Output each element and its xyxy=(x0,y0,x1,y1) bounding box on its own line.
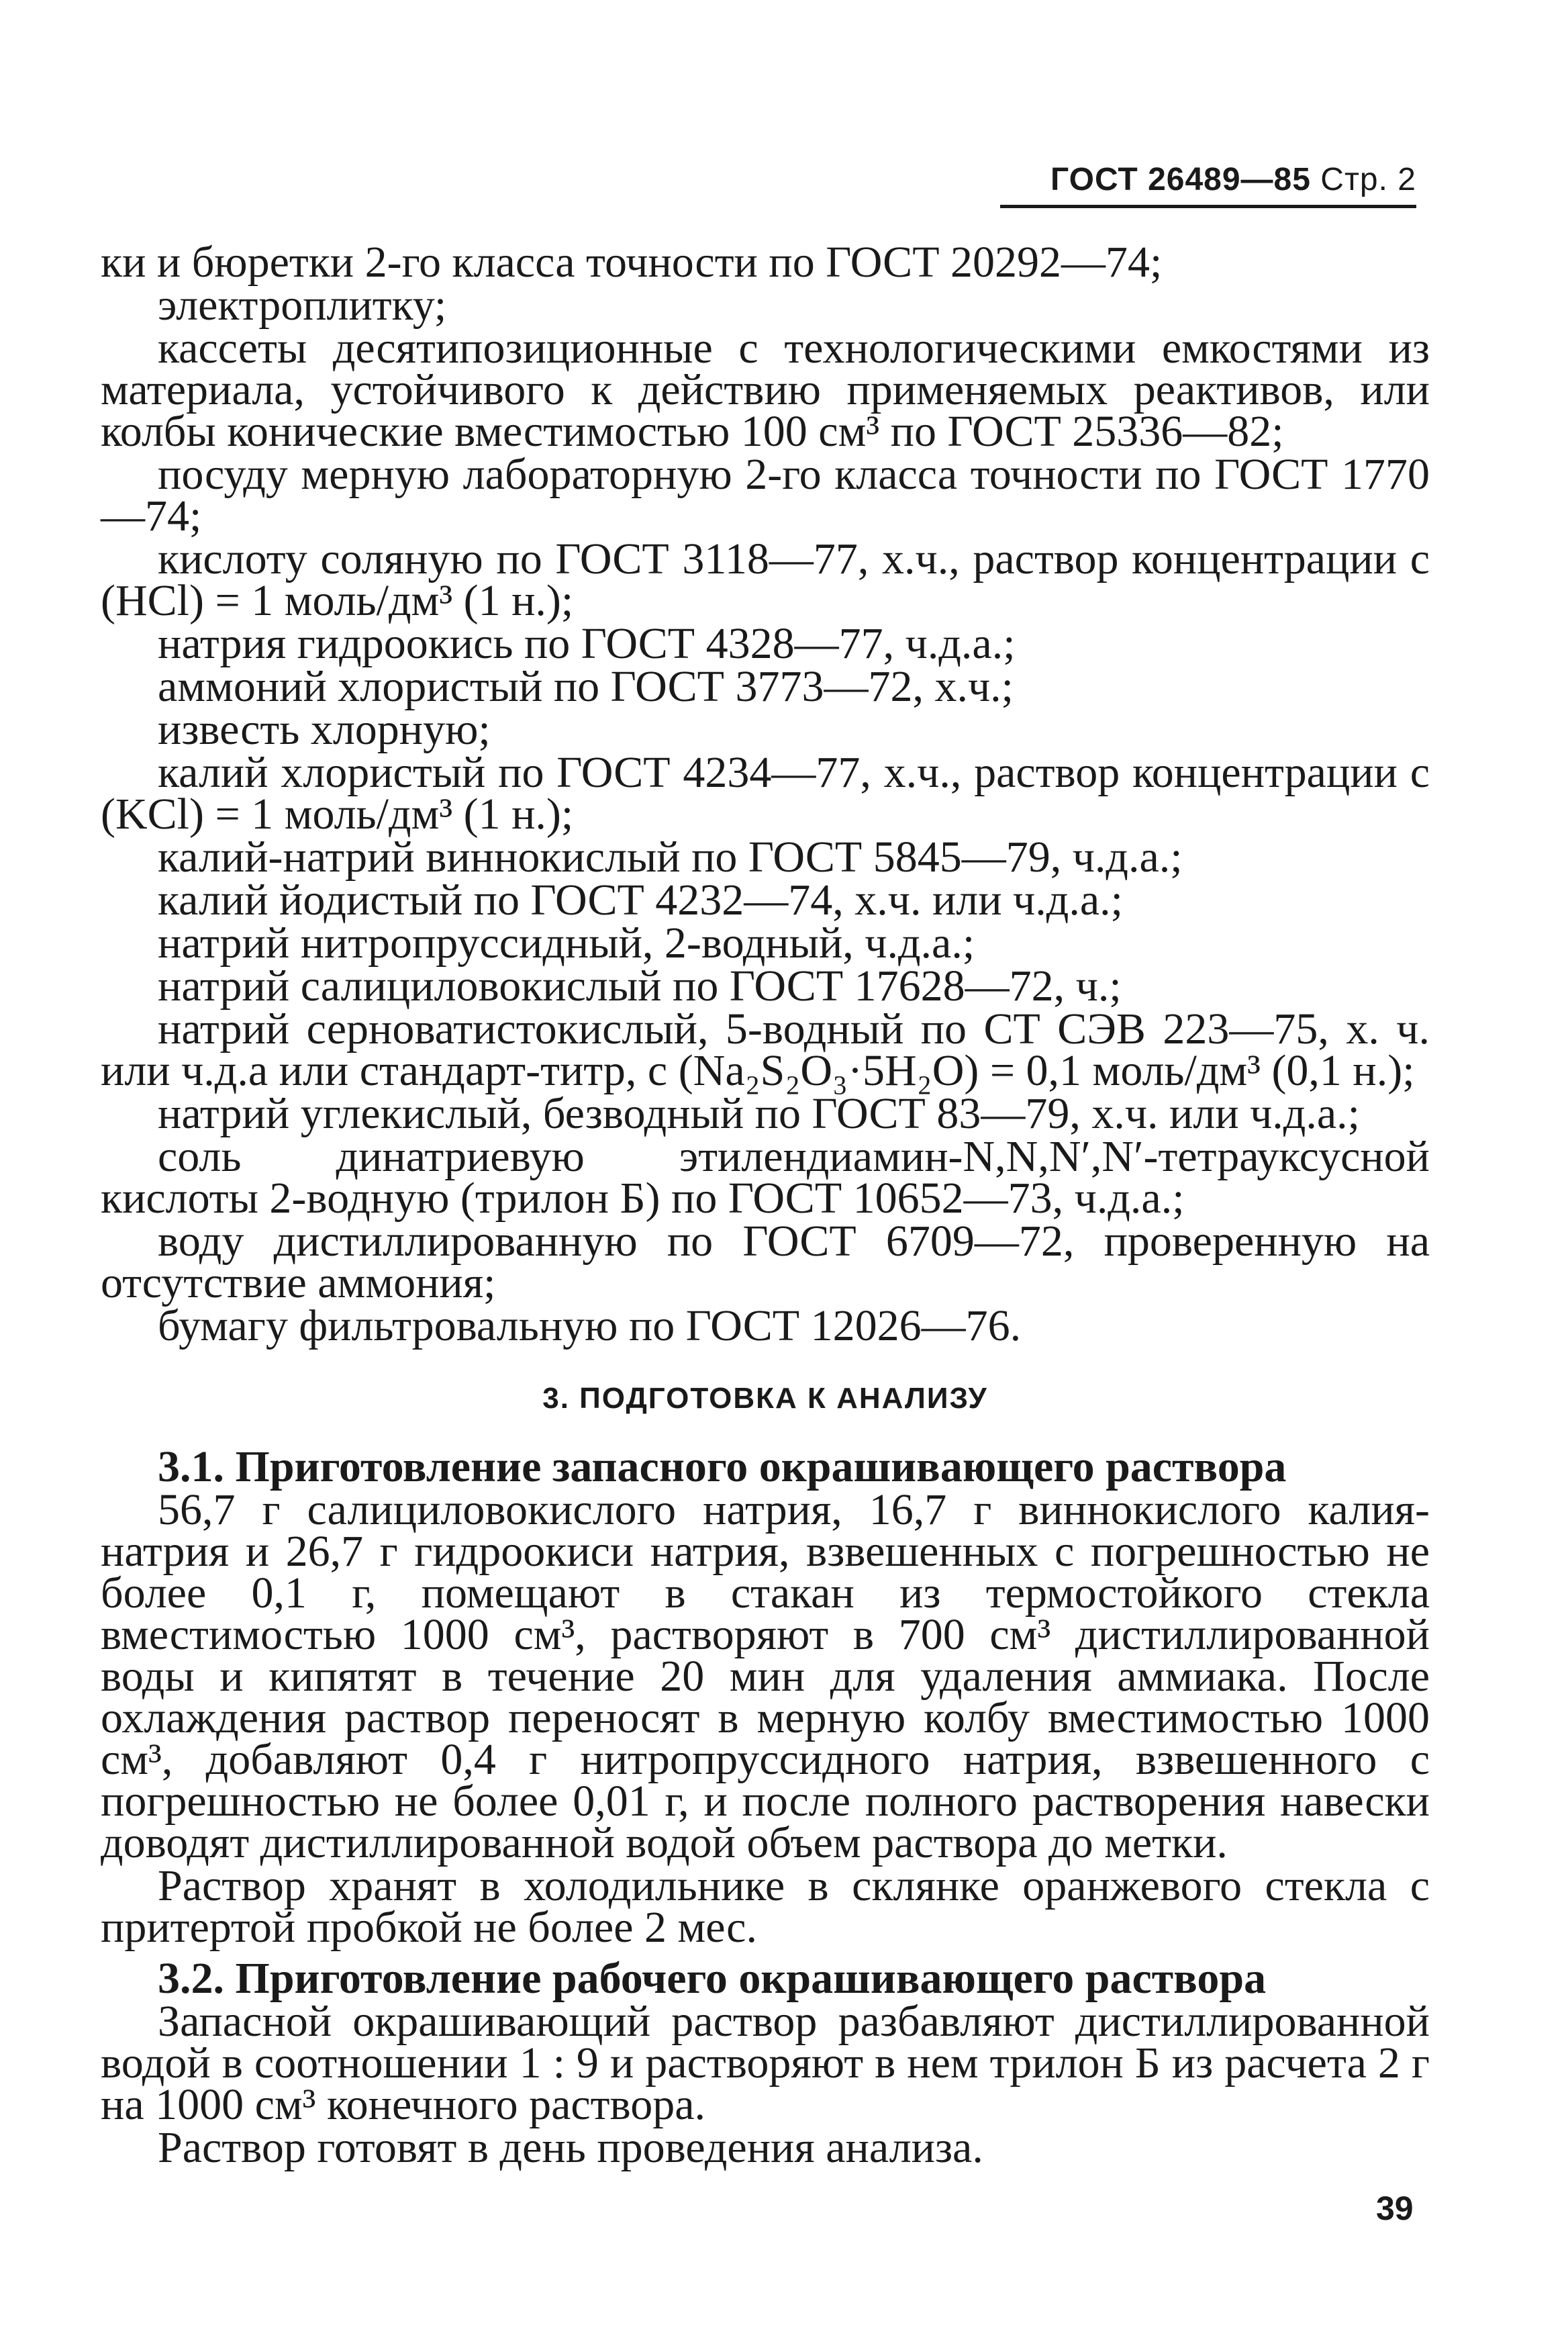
list-item: посуду мерную лабораторную 2-го класса точности по ГОСТ 1770—74; xyxy=(101,450,1430,541)
list-item: калий йодистый по ГОСТ 4232—74, х.ч. или ч.д.а.; xyxy=(158,876,1123,925)
subsection-title-3-2: 3.2. Приготовление рабочего окрашивающего раствора xyxy=(158,1954,1267,2003)
list-item: бумагу фильтровальную по ГОСТ 12026—76. xyxy=(158,1301,1022,1350)
subsection-title-3-1: 3.1. Приготовление запасного окрашивающего раствора xyxy=(158,1442,1287,1491)
section-title: 3. ПОДГОТОВКА К АНАЛИЗУ xyxy=(542,1382,988,1415)
list-item: ки и бюретки 2-го класса точности по ГОСТ 20292—74; xyxy=(101,238,1163,287)
list-item: аммоний хлористый по ГОСТ 3773—72, х.ч.; xyxy=(158,662,1014,711)
list-item: воду дистиллированную по ГОСТ 6709—72, проверенную на отсутствие аммония; xyxy=(101,1217,1430,1307)
paragraph: Запасной окрашивающий раствор разбавляют дистиллированной водой в соотношении 1 : 9 и растворяют в нем трилон Б из расчета 2 г на 1000 см³ конечного раствора. xyxy=(101,1997,1430,2129)
paragraph: Раствор готовят в день проведения анализа. xyxy=(158,2123,983,2172)
paragraph: 56,7 г салициловокислого натрия, 16,7 г виннокислого калия-натрия и 26,7 г гидроокиси натрия, взвешенных с погрешностью не более 0,1 г, помещают в стакан из термостойкого стекла вместимостью 1000 см³, растворяют в 700 см³ дистиллированной воды и кипятят в течение 20 мин для удаления аммиака. После охлаждения раствор переносят в мерную колбу вместимостью 1000 см³, добавляют 0,4 г нитропруссидного натрия, взвешенного с погрешностью не более 0,01 г, и после полного растворения навески доводят дистиллированной водой объем раствора до метки. xyxy=(101,1485,1430,1867)
page-header xyxy=(1000,161,1416,208)
list-item: калий-натрий виннокислый по ГОСТ 5845—79, ч.д.а.; xyxy=(158,833,1183,882)
standard-number: ГОСТ 26489—85 xyxy=(1050,162,1311,197)
list-item: кассеты десятипозиционные с технологическими емкостями из материала, устойчивого к действию применяемых реактивов, или колбы конические вместимостью 100 см³ по ГОСТ 25336—82; xyxy=(101,324,1430,456)
list-item: натрий нитропруссидный, 2-водный, ч.д.а.; xyxy=(158,919,975,968)
page-number: 39 xyxy=(1376,2190,1414,2227)
list-item: натрия гидроокись по ГОСТ 4328—77, ч.д.а.; xyxy=(158,619,1016,668)
list-item: известь хлорную; xyxy=(158,705,491,754)
list-item: натрий салициловокислый по ГОСТ 17628—72, ч.; xyxy=(158,961,1122,1011)
list-item: натрий серноватистокислый, 5-водный по СТ СЭВ 223—75, х. ч. или ч.д.а или стандарт-титр, с (Na₂S₂O₃·5H₂O) = 0,1 моль/дм³ (0,1 н.); xyxy=(101,1004,1430,1095)
page-label: Стр. 2 xyxy=(1320,162,1416,197)
list-item: соль динатриевую этилендиамин-N,N,N′,N′-тетрауксусной кислоты 2-водную (трилон Б) по ГОСТ 10652—73, ч.д.а.; xyxy=(101,1132,1430,1223)
list-item: натрий углекислый, безводный по ГОСТ 83—79, х.ч. или ч.д.а.; xyxy=(158,1089,1360,1138)
paragraph: Раствор хранят в холодильнике в склянке оранжевого стекла с притертой пробкой не более 2 мес. xyxy=(101,1861,1430,1952)
list-item: калий хлористый по ГОСТ 4234—77, х.ч., раствор концентрации с (KCl) = 1 моль/дм³ (1 н.); xyxy=(101,748,1430,839)
document-body xyxy=(101,238,1430,2172)
list-item: электроплитку; xyxy=(158,281,447,330)
list-item: кислоту соляную по ГОСТ 3118—77, х.ч., раствор концентрации с (HCl) = 1 моль/дм³ (1 н.); xyxy=(101,534,1430,625)
